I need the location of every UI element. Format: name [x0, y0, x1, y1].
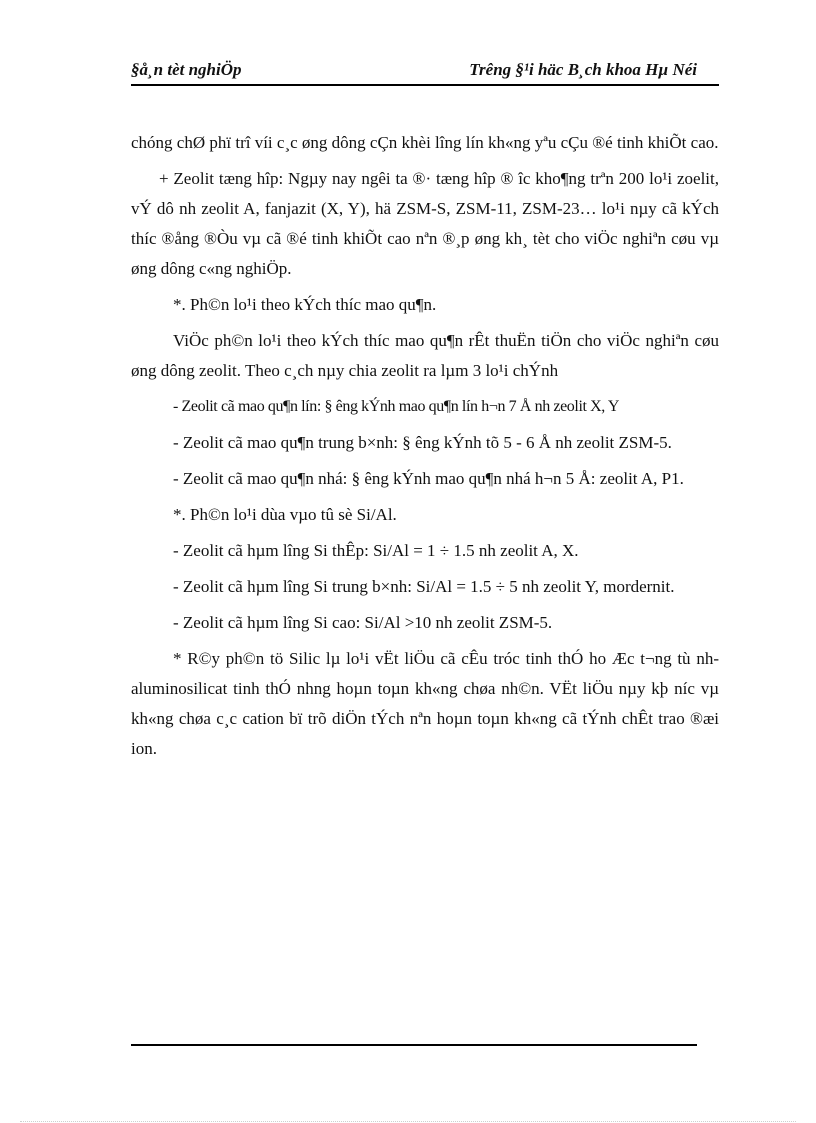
footer-rule	[131, 1044, 697, 1046]
document-body	[131, 128, 719, 770]
list-item: - Zeolit cã hµm lîng Si trung b×nh: Si/Al = 1.5 ÷ 5 nh zeolit Y, mordernit.	[173, 577, 675, 596]
list-item: - Zeolit cã mao qu¶n nhá: § êng kÝnh mao qu¶n nhá h¬n 5 Å: zeolit A, P1.	[173, 469, 684, 488]
page-edge-dotted-line	[20, 1121, 796, 1122]
paragraph: chóng chØ phï trî víi c¸c øng dông cÇn khèi lîng lín kh«ng yªu cÇu ®é tinh khiÕt cao.	[131, 133, 719, 152]
section-heading: *. Ph©n lo¹i theo kÝch thíc mao qu¶n.	[173, 295, 437, 314]
paragraph: * R©y ph©n tö Silic lµ lo¹i vËt liÖu cã cÊu tróc tinh thÓ ho Æc t¬ng tù nh aluminosilicat tinh thÓ nhng hoµn toµn kh«ng chøa nh©n. VËt liÖu nµy kþ níc vµ kh«ng chøa c¸c cation bï trõ diÖn tÝch nªn hoµn toµn kh«ng cã tÝnh chÊt trao ®æi ion.	[131, 649, 719, 758]
paragraph: ViÖc ph©n lo¹i theo kÝch thíc mao qu¶n rÊt thuËn tiÖn cho viÖc nghiªn cøu øng dông zeolit. Theo c¸ch nµy chia zeolit ra lµm 3 lo¹i chÝnh	[131, 331, 719, 380]
section-heading: *. Ph©n lo¹i dùa vµo tû sè Si/Al.	[173, 505, 397, 524]
paragraph: + Zeolit tæng hîp: Ngµy nay ngêi ta ®· tæng hîp ® îc kho¶ng trªn 200 lo¹i zoelit, vÝ dô nh zeolit A, fanjazit (X, Y), hä ZSM-S, ZSM-11, ZSM-23… lo¹i nµy cã kÝch thíc ®ång ®Òu vµ cã ®é tinh khiÕt cao nªn ®¸p øng kh¸ tèt cho viÖc nghiªn cøu vµ øng dông c«ng nghiÖp.	[131, 169, 719, 278]
header-right-text: Trêng §¹i häc B¸ch khoa Hµ Néi	[469, 60, 697, 79]
list-item: - Zeolit cã mao qu¶n lín: § êng kÝnh mao qu¶n lín h¬n 7 Å nh zeolit X, Y	[173, 398, 620, 415]
list-item: - Zeolit cã hµm lîng Si thÊp: Si/Al = 1 ÷ 1.5 nh zeolit A, X.	[173, 541, 579, 560]
header-left-text: §å¸n tèt nghiÖp	[131, 60, 242, 79]
page-header	[131, 60, 719, 86]
list-item: - Zeolit cã hµm lîng Si cao: Si/Al >10 nh zeolit ZSM-5.	[173, 613, 553, 632]
list-item: - Zeolit cã mao qu¶n trung b×nh: § êng kÝnh tõ 5 - 6 Å nh zeolit ZSM-5.	[173, 433, 672, 452]
